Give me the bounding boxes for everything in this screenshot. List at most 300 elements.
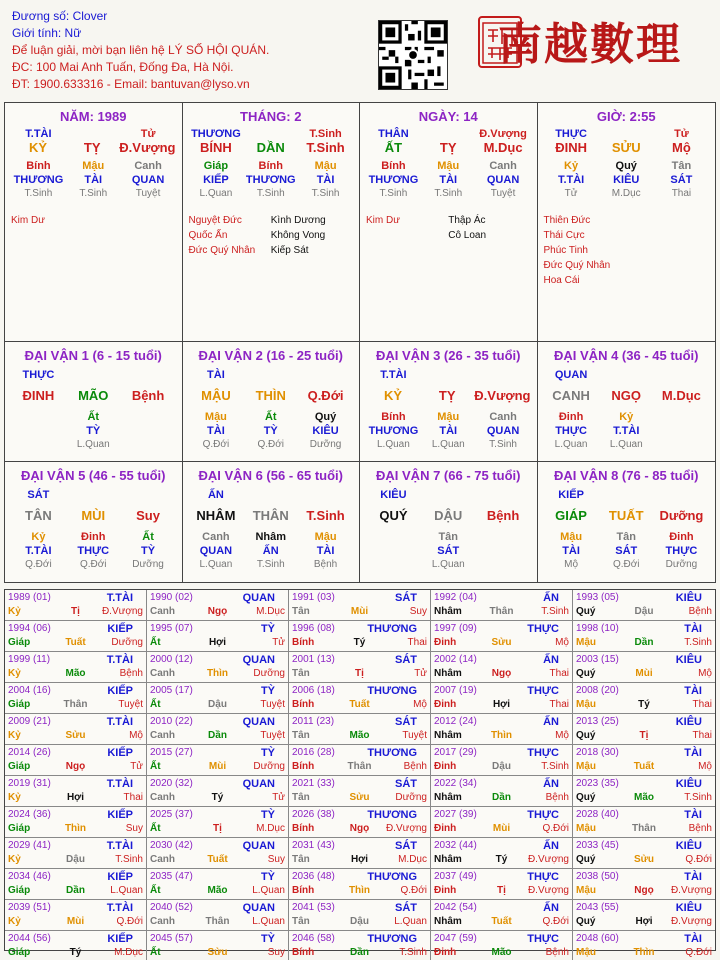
sao-item: Thập Ác xyxy=(448,215,486,226)
year-star: THỰC xyxy=(527,933,559,945)
dai-van-hidden: Mậu xyxy=(437,411,460,423)
year-chi: Thìn xyxy=(490,730,513,741)
year-line xyxy=(150,839,285,853)
year-cell[interactable] xyxy=(5,807,147,838)
dai-van-god: TÀI xyxy=(316,545,335,557)
year-cell[interactable] xyxy=(147,745,289,776)
year-detail xyxy=(434,698,569,712)
sao-right xyxy=(271,213,353,258)
year-label: 1999 (11) xyxy=(8,654,51,665)
dai-van-phase-row xyxy=(189,438,354,452)
year-can: Nhâm xyxy=(434,606,462,617)
year-chi: Mão xyxy=(633,792,654,803)
dai-van-hidden-row xyxy=(544,530,710,544)
dai-van-hidden: Canh xyxy=(202,531,230,543)
year-cell[interactable] xyxy=(147,869,289,900)
year-label: 2019 (31) xyxy=(8,778,51,789)
year-detail xyxy=(150,915,285,929)
year-label: 2004 (16) xyxy=(8,685,51,696)
pillar-cell xyxy=(183,103,361,341)
year-phase: Thai xyxy=(692,730,712,741)
pillar-phase: L.Quan xyxy=(199,188,233,199)
year-star: SÁT xyxy=(395,778,417,790)
pillar-phase: T.Sinh xyxy=(434,188,463,199)
year-line xyxy=(576,653,712,667)
year-can: Bính xyxy=(292,699,315,710)
year-detail xyxy=(8,729,143,743)
pillar-title: NĂM: 1989 xyxy=(60,109,127,124)
year-cell[interactable] xyxy=(289,869,431,900)
year-phase: Q.Đới xyxy=(685,854,712,865)
year-cell[interactable] xyxy=(431,807,573,838)
year-detail xyxy=(576,853,712,867)
year-star: KIẾP xyxy=(107,685,133,697)
year-can: Quý xyxy=(576,606,596,617)
year-star: TỲ xyxy=(260,933,275,945)
dai-van-can: THÂN xyxy=(252,508,289,523)
year-cell[interactable] xyxy=(431,590,573,621)
year-cell[interactable] xyxy=(5,714,147,745)
dai-van-can: Đ.Vượng xyxy=(474,388,531,403)
pillar-god: QUAN xyxy=(486,174,520,186)
empty xyxy=(421,368,476,382)
year-phase: T.Sinh xyxy=(541,606,569,617)
dai-van-god-row xyxy=(544,424,710,438)
year-star: SÁT xyxy=(395,840,417,852)
year-detail xyxy=(434,605,569,619)
year-phase: Dưỡng xyxy=(253,761,285,772)
year-chi: Tuất xyxy=(207,854,228,865)
year-phase: Thai xyxy=(549,699,569,710)
dai-van-can-row xyxy=(189,388,354,404)
dai-van-phase: Q.Đới xyxy=(257,439,285,450)
year-cell[interactable] xyxy=(147,652,289,683)
year-cell[interactable] xyxy=(289,590,431,621)
year-cell[interactable] xyxy=(573,931,715,960)
year-cell[interactable] xyxy=(289,900,431,931)
pillar-god: THƯƠNG xyxy=(13,174,64,186)
year-chi: Dậu xyxy=(208,699,227,710)
year-label: 1990 (02) xyxy=(150,592,193,603)
dai-van-hidden xyxy=(476,530,531,544)
dai-van-hidden: Kỷ xyxy=(619,411,634,423)
pillar-sao xyxy=(544,213,710,288)
year-detail xyxy=(576,636,712,650)
year-chi: Tuất xyxy=(65,637,86,648)
dai-van-god: TÀI xyxy=(562,545,580,557)
year-cell[interactable] xyxy=(573,869,715,900)
dai-van-hidden: Tân xyxy=(616,531,637,543)
year-label: 2032 (44) xyxy=(434,840,477,851)
year-star: KIẾP xyxy=(107,933,133,945)
year-line xyxy=(576,622,712,636)
year-cell[interactable] xyxy=(5,683,147,714)
dai-van-title: ĐẠI VẬN 1 (6 - 15 tuổi) xyxy=(24,348,162,363)
year-cell[interactable] xyxy=(431,900,573,931)
year-detail xyxy=(150,636,285,650)
year-chi: Dậu xyxy=(492,761,511,772)
sao-item: Kim Dư xyxy=(11,215,45,226)
year-chi: Sửu xyxy=(349,792,370,803)
year-label: 1995 (07) xyxy=(150,623,193,634)
year-line xyxy=(150,777,285,791)
year-label: 2000 (12) xyxy=(150,654,193,665)
year-star: QUAN xyxy=(242,716,275,728)
year-phase: Suy xyxy=(125,823,143,834)
year-phase: Đ.Vượng xyxy=(527,854,569,865)
year-phase: T.Sinh xyxy=(541,761,569,772)
dai-van-hidden-row xyxy=(366,410,531,424)
year-chi: Dần xyxy=(350,947,369,958)
pillar-phase-row xyxy=(189,187,354,201)
year-line xyxy=(576,808,712,822)
year-cell[interactable] xyxy=(289,931,431,960)
pillar-phase: Thai xyxy=(671,188,692,199)
year-label: 2036 (48) xyxy=(292,871,335,882)
year-detail xyxy=(292,605,427,619)
year-chi: Ngọ xyxy=(349,823,370,834)
dai-van-can: Bệnh xyxy=(486,508,520,523)
year-line xyxy=(292,684,427,698)
year-cell[interactable] xyxy=(573,900,715,931)
year-can: Canh xyxy=(150,792,175,803)
sao-item: Thiên Đức xyxy=(543,215,591,226)
year-cell[interactable] xyxy=(431,621,573,652)
pillar-hidden-row xyxy=(11,159,176,173)
year-line xyxy=(292,591,427,605)
year-detail xyxy=(434,822,569,836)
year-cell[interactable] xyxy=(431,776,573,807)
year-cell[interactable] xyxy=(5,838,147,869)
year-star: TÀI xyxy=(684,871,702,883)
year-detail xyxy=(150,791,285,805)
year-detail xyxy=(150,853,285,867)
year-phase: Mộ xyxy=(129,730,143,741)
year-label: 2025 (37) xyxy=(150,809,193,820)
year-chi: Mùi xyxy=(635,668,653,679)
year-detail xyxy=(150,667,285,681)
year-line xyxy=(8,653,143,667)
year-chi: Ngọ xyxy=(65,761,86,772)
sao-item: Kình Dương xyxy=(270,215,326,226)
year-can: Kỷ xyxy=(8,792,21,803)
empty xyxy=(599,368,654,382)
year-can: Nhâm xyxy=(434,916,462,927)
year-cell[interactable] xyxy=(431,714,573,745)
year-line xyxy=(150,901,285,915)
year-cell[interactable] xyxy=(289,807,431,838)
year-can: Quý xyxy=(576,792,596,803)
pillar-cell xyxy=(538,103,716,341)
dai-van-god-row xyxy=(11,544,176,558)
pillar-can: DẦN xyxy=(256,140,285,155)
pillar-sao xyxy=(11,213,176,228)
sao-left xyxy=(11,213,93,228)
dai-van-god: SÁT xyxy=(615,545,638,557)
year-can: Ất xyxy=(150,885,161,896)
year-chi: Mùi xyxy=(492,823,511,834)
year-chi: Mão xyxy=(65,668,86,679)
year-label: 2020 (32) xyxy=(150,778,193,789)
year-cell[interactable] xyxy=(431,931,573,960)
year-can: Quý xyxy=(576,854,596,865)
year-phase: Bệnh xyxy=(119,668,143,679)
pillar-hidden-row xyxy=(366,159,531,173)
year-chi: Hợi xyxy=(350,854,369,865)
year-cell[interactable] xyxy=(289,776,431,807)
sao-item: Không Vong xyxy=(270,230,326,241)
dai-van-can: NGỌ xyxy=(611,388,642,403)
year-cell[interactable] xyxy=(5,931,147,960)
year-label: 2024 (36) xyxy=(8,809,51,820)
year-detail xyxy=(8,915,143,929)
year-cell[interactable] xyxy=(431,652,573,683)
year-line xyxy=(292,901,427,915)
year-cell[interactable] xyxy=(573,621,715,652)
year-can: Canh xyxy=(150,916,175,927)
pillar-can: M.Dục xyxy=(483,140,523,155)
dai-van-god-row xyxy=(366,424,531,438)
owner-name: Đương số: Clover xyxy=(12,9,108,23)
year-cell[interactable] xyxy=(431,869,573,900)
year-phase: Thai xyxy=(549,668,569,679)
year-cell[interactable] xyxy=(573,745,715,776)
year-chi: Thân xyxy=(63,699,88,710)
dai-van-phase xyxy=(11,438,66,452)
pillar-phase: T.Sinh xyxy=(24,188,53,199)
year-star: TỲ xyxy=(260,809,275,821)
year-can: Đinh xyxy=(434,761,457,772)
year-can: Tân xyxy=(292,606,310,617)
year-star: THƯƠNG xyxy=(367,623,417,635)
year-cell[interactable] xyxy=(289,652,431,683)
dai-van-can: DẬU xyxy=(434,508,463,523)
year-can: Kỷ xyxy=(8,668,21,679)
year-label: 1991 (03) xyxy=(292,592,335,603)
year-phase: Tuyệt xyxy=(260,699,285,710)
year-phase: Dưỡng xyxy=(253,668,285,679)
year-star: TỲ xyxy=(260,685,275,697)
year-cell[interactable] xyxy=(5,745,147,776)
dai-van-phase: T.Sinh xyxy=(256,559,285,570)
year-star: KIÊU xyxy=(675,654,702,666)
year-can: Giáp xyxy=(8,947,31,958)
dai-van-phase: Q.Đới xyxy=(612,559,640,570)
logo-title: 南越數理 xyxy=(498,19,682,70)
year-can: Giáp xyxy=(8,699,31,710)
dai-van-hidden: Kỷ xyxy=(31,531,46,543)
pillar-phase: T.Sinh xyxy=(256,188,285,199)
pillar-hidden-row xyxy=(189,159,354,173)
year-line xyxy=(576,870,712,884)
year-cell[interactable] xyxy=(147,590,289,621)
year-detail xyxy=(150,698,285,712)
year-label: 2014 (26) xyxy=(8,747,51,758)
dai-van-can: QUÝ xyxy=(379,508,408,523)
year-cell[interactable] xyxy=(147,714,289,745)
year-chi: Thân xyxy=(489,606,514,617)
year-phase: Suy xyxy=(409,606,427,617)
year-line xyxy=(576,839,712,853)
year-cell[interactable] xyxy=(147,776,289,807)
year-star: SÁT xyxy=(395,902,417,914)
year-label: 1993 (05) xyxy=(576,592,619,603)
year-line xyxy=(8,746,143,760)
year-cell[interactable] xyxy=(431,838,573,869)
year-star: QUAN xyxy=(242,592,275,604)
year-label: 2034 (46) xyxy=(8,871,51,882)
year-can: Canh xyxy=(150,668,175,679)
year-detail xyxy=(8,822,143,836)
year-cell[interactable] xyxy=(289,683,431,714)
pillar-hidden: Bính xyxy=(258,160,283,172)
year-cell[interactable] xyxy=(289,621,431,652)
pillar-hidden: Bính xyxy=(381,160,406,172)
dai-van-hidden-row xyxy=(11,530,176,544)
pillar-can-row xyxy=(11,141,176,155)
year-cell[interactable] xyxy=(289,714,431,745)
year-line xyxy=(434,653,569,667)
dai-van-phase: L.Quan xyxy=(199,559,233,570)
year-chi: Thìn xyxy=(64,823,87,834)
dai-van-star: TÀI xyxy=(207,369,225,381)
year-cell[interactable] xyxy=(5,652,147,683)
dai-van-hidden: Quý xyxy=(314,411,337,423)
year-line xyxy=(8,808,143,822)
dai-van-cell xyxy=(538,462,716,582)
year-phase: Suy xyxy=(267,947,285,958)
pillar-title: GIỜ: 2:55 xyxy=(596,109,656,124)
year-star: KIẾP xyxy=(107,871,133,883)
year-chi: Mùi xyxy=(66,916,85,927)
dai-van-hidden: Đinh xyxy=(669,531,694,543)
year-line xyxy=(434,715,569,729)
year-can: Ất xyxy=(150,637,161,648)
year-chi: Ngọ xyxy=(207,606,228,617)
qr-code-icon[interactable] xyxy=(378,20,448,90)
yearly-table xyxy=(4,589,716,958)
empty xyxy=(298,488,353,502)
dai-van-god: SÁT xyxy=(437,545,460,557)
year-cell[interactable] xyxy=(573,807,715,838)
year-label: 2040 (52) xyxy=(150,902,193,913)
year-star: T.TÀI xyxy=(106,778,133,790)
dai-van-god: TỲ xyxy=(86,425,101,437)
pillar-star xyxy=(599,127,654,141)
year-cell[interactable] xyxy=(147,838,289,869)
year-cell[interactable] xyxy=(147,931,289,960)
year-star: KIÊU xyxy=(675,778,702,790)
year-cell[interactable] xyxy=(289,838,431,869)
year-cell[interactable] xyxy=(5,869,147,900)
year-can: Đinh xyxy=(434,823,457,834)
year-cell[interactable] xyxy=(431,745,573,776)
dai-van-can: Bệnh xyxy=(131,388,165,403)
dai-van-can: NHÂM xyxy=(196,508,236,523)
year-label: 2005 (17) xyxy=(150,685,193,696)
year-star: T.TÀI xyxy=(106,840,133,852)
year-detail xyxy=(292,853,427,867)
year-line xyxy=(150,684,285,698)
dai-van-star-row xyxy=(544,368,710,382)
year-star: ẤN xyxy=(543,778,559,790)
year-cell[interactable] xyxy=(573,652,715,683)
pillar-can: TỴ xyxy=(439,140,457,155)
year-star: ẤN xyxy=(543,840,559,852)
year-star: T.TÀI xyxy=(106,902,133,914)
year-detail xyxy=(292,636,427,650)
year-chi: Thân xyxy=(347,761,372,772)
year-line xyxy=(576,684,712,698)
year-cell[interactable] xyxy=(147,621,289,652)
empty xyxy=(476,368,531,382)
dai-van-god-row xyxy=(189,544,354,558)
year-can: Giáp xyxy=(8,637,31,648)
year-line xyxy=(434,839,569,853)
year-phase: Đ.Vượng xyxy=(670,885,712,896)
dai-van-star-row xyxy=(366,368,531,382)
sao-item: Nguyệt Đức xyxy=(188,215,242,226)
year-detail xyxy=(150,884,285,898)
dai-van-title: ĐẠI VẬN 7 (66 - 75 tuổi) xyxy=(376,468,521,483)
year-cell[interactable] xyxy=(573,776,715,807)
dai-van-can-row xyxy=(189,508,354,524)
dai-van-phase xyxy=(121,438,176,452)
year-detail xyxy=(8,853,143,867)
year-cell[interactable] xyxy=(573,838,715,869)
year-line xyxy=(434,901,569,915)
pillar-phase: Tuyệt xyxy=(490,188,516,199)
dai-van-hidden xyxy=(654,410,709,424)
year-cell[interactable] xyxy=(147,900,289,931)
pillar-god: TÀI xyxy=(84,174,103,186)
year-chi: Tuất xyxy=(491,916,512,927)
year-cell[interactable] xyxy=(147,683,289,714)
year-line xyxy=(292,715,427,729)
year-label: 1998 (10) xyxy=(576,623,619,634)
year-chi: Thìn xyxy=(348,885,371,896)
year-line xyxy=(150,932,285,946)
year-can: Canh xyxy=(150,730,175,741)
year-line xyxy=(434,684,569,698)
year-phase: Bệnh xyxy=(545,947,569,958)
year-cell[interactable] xyxy=(5,776,147,807)
dai-van-god xyxy=(11,424,66,438)
dai-van-phase: L.Quan xyxy=(431,439,465,450)
year-cell[interactable] xyxy=(573,590,715,621)
year-cell[interactable] xyxy=(573,683,715,714)
dai-van-god: THỰC xyxy=(77,545,110,557)
year-cell[interactable] xyxy=(431,683,573,714)
pillar-star-row xyxy=(189,127,354,141)
year-cell[interactable] xyxy=(5,590,147,621)
dai-van-god: T.TÀI xyxy=(613,425,640,437)
year-detail xyxy=(434,729,569,743)
dai-van-star-row xyxy=(11,368,176,382)
sao-left xyxy=(544,213,627,288)
pillar-hidden: Mậu xyxy=(82,160,105,172)
pillar-star: Đ.Vượng xyxy=(479,128,527,140)
pillar-phase: M.Dục xyxy=(611,188,641,199)
year-cell[interactable] xyxy=(5,621,147,652)
year-cell[interactable] xyxy=(5,900,147,931)
year-cell[interactable] xyxy=(289,745,431,776)
year-line xyxy=(292,839,427,853)
year-cell[interactable] xyxy=(147,807,289,838)
sao-right xyxy=(448,213,530,243)
year-cell[interactable] xyxy=(573,714,715,745)
dai-van-can: MÙI xyxy=(81,508,106,523)
